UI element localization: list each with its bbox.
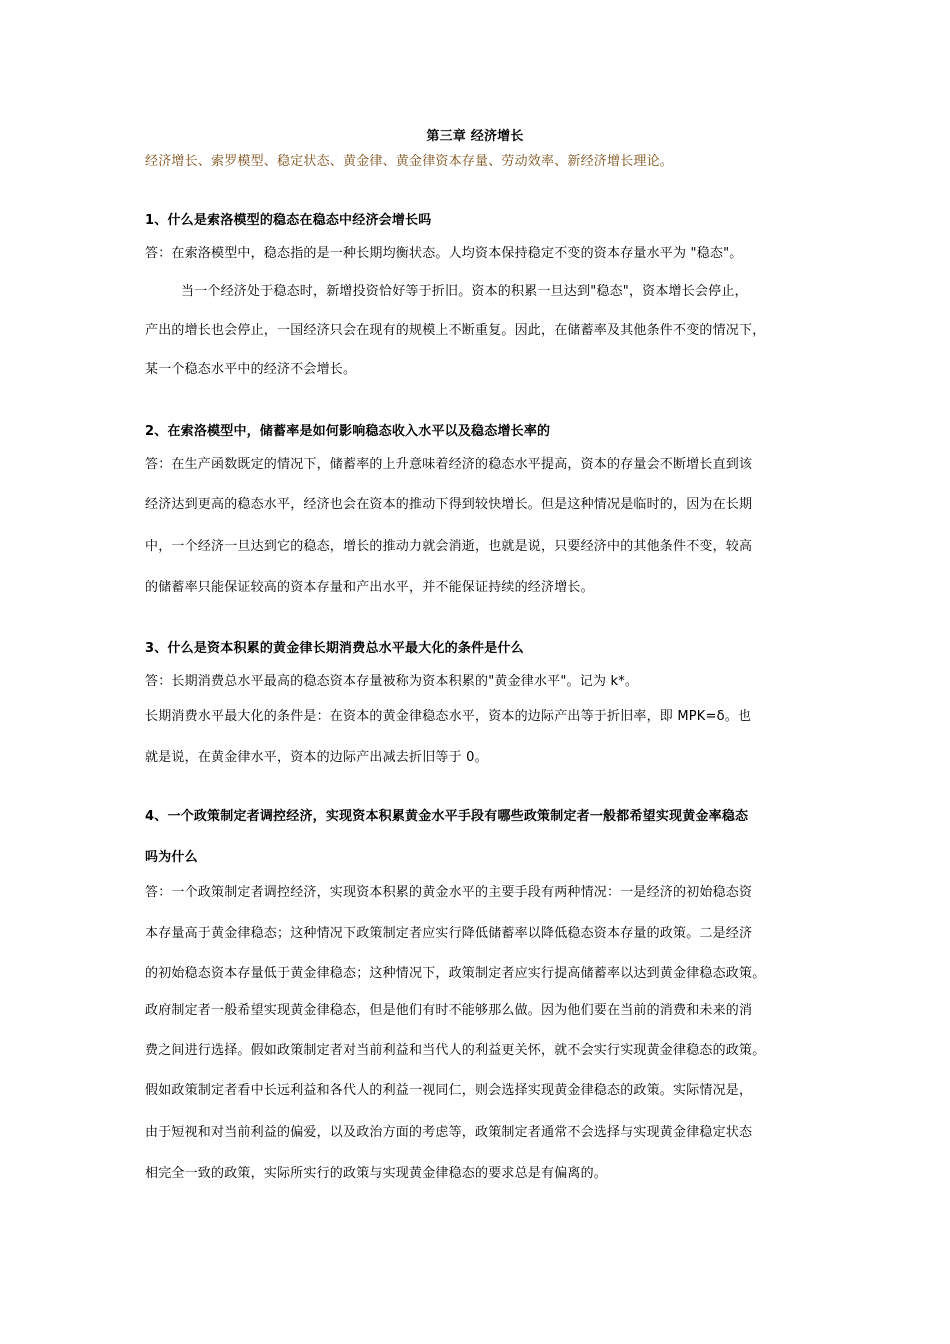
answer-4-line-8: 相完全一致的政策，实际所实行的政策与实现黄金律稳态的要求总是有偏离的。: [145, 1166, 608, 1181]
answer-4-line-5: 费之间进行选择。假如政策制定者对当前利益和当代人的利益更关怀，就不会实行实现黄金律稳态的政策。: [145, 1043, 766, 1058]
answer-4-line-4: 政府制定者一般希望实现黄金律稳态，但是他们有时不能够那么做。因为他们要在当前的消费和未来的消: [145, 1003, 753, 1018]
answer-1-line-4: 某一个稳态水平中的经济不会增长。: [145, 362, 357, 377]
answer-1-line-3: 产出的增长也会停止，一国经济只会在现有的规模上不断重复。因此，在储蓄率及其他条件不变的情况下，: [145, 323, 766, 338]
question-1: 1、什么是索洛模型的稳态在稳态中经济会增长吗: [145, 213, 432, 228]
question-2: 2、在索洛模型中，储蓄率是如何影响稳态收入水平以及稳态增长率的: [145, 424, 551, 439]
answer-2-line-4: 的储蓄率只能保证较高的资本存量和产出水平，并不能保证持续的经济增长。: [145, 580, 594, 595]
question-4-line-1: 4、一个政策制定者调控经济，实现资本积累黄金水平手段有哪些政策制定者一般都希望实现黄金率稳态: [145, 809, 749, 824]
answer-2-line-1: 答：在生产函数既定的情况下，储蓄率的上升意味着经济的稳态水平提高，资本的存量会不断增长直到该: [145, 457, 753, 472]
answer-1-line-1: 答：在索洛模型中，稳态指的是一种长期均衡状态。人均资本保持稳定不变的资本存量水平为 "稳态"。: [145, 246, 743, 261]
answer-4-line-1: 答：一个政策制定者调控经济，实现资本积累的黄金水平的主要手段有两种情况：一是经济的初始稳态资: [145, 885, 753, 900]
answer-1-line-2: 当一个经济处于稳态时，新增投资恰好等于折旧。资本的积累一旦达到"稳态"，资本增长会停止，: [181, 284, 748, 299]
answer-3-line-2: 长期消费水平最大化的条件是：在资本的黄金律稳态水平，资本的边际产出等于折旧率，即 MPK=δ。也: [145, 709, 752, 724]
answer-2-line-2: 经济达到更高的稳态水平，经济也会在资本的推动下得到较快增长。但是这种情况是临时的，因为在长期: [145, 497, 753, 512]
answer-4-line-7: 由于短视和对当前利益的偏爱，以及政治方面的考虑等，政策制定者通常不会选择与实现黄金律稳定状态: [145, 1125, 753, 1140]
answer-4-line-3: 的初始稳态资本存量低于黄金律稳态；这种情况下，政策制定者应实行提高储蓄率以达到黄金律稳态政策。: [145, 966, 766, 981]
keywords-line: 经济增长、索罗模型、稳定状态、黄金律、黄金律资本存量、劳动效率、新经济增长理论。: [145, 154, 674, 169]
answer-3-line-1: 答：长期消费总水平最高的稳态资本存量被称为资本积累的"黄金律水平"。记为 k*。: [145, 674, 639, 689]
answer-2-line-3: 中，一个经济一旦达到它的稳态，增长的推动力就会消逝，也就是说，只要经济中的其他条件不变，较高: [145, 539, 753, 554]
answer-3-line-3: 就是说，在黄金律水平，资本的边际产出减去折旧等于 0。: [145, 750, 488, 765]
answer-4-line-2: 本存量高于黄金律稳态；这种情况下政策制定者应实行降低储蓄率以降低稳态资本存量的政策。二是经济: [145, 926, 753, 941]
answer-4-line-6: 假如政策制定者看中长远利益和各代人的利益一视同仁，则会选择实现黄金律稳态的政策。实际情况是，: [145, 1083, 753, 1098]
chapter-title: 第三章 经济增长: [426, 129, 524, 144]
question-4-line-2: 吗为什么: [145, 850, 198, 865]
question-3: 3、什么是资本积累的黄金律长期消费总水平最大化的条件是什么: [145, 641, 524, 656]
